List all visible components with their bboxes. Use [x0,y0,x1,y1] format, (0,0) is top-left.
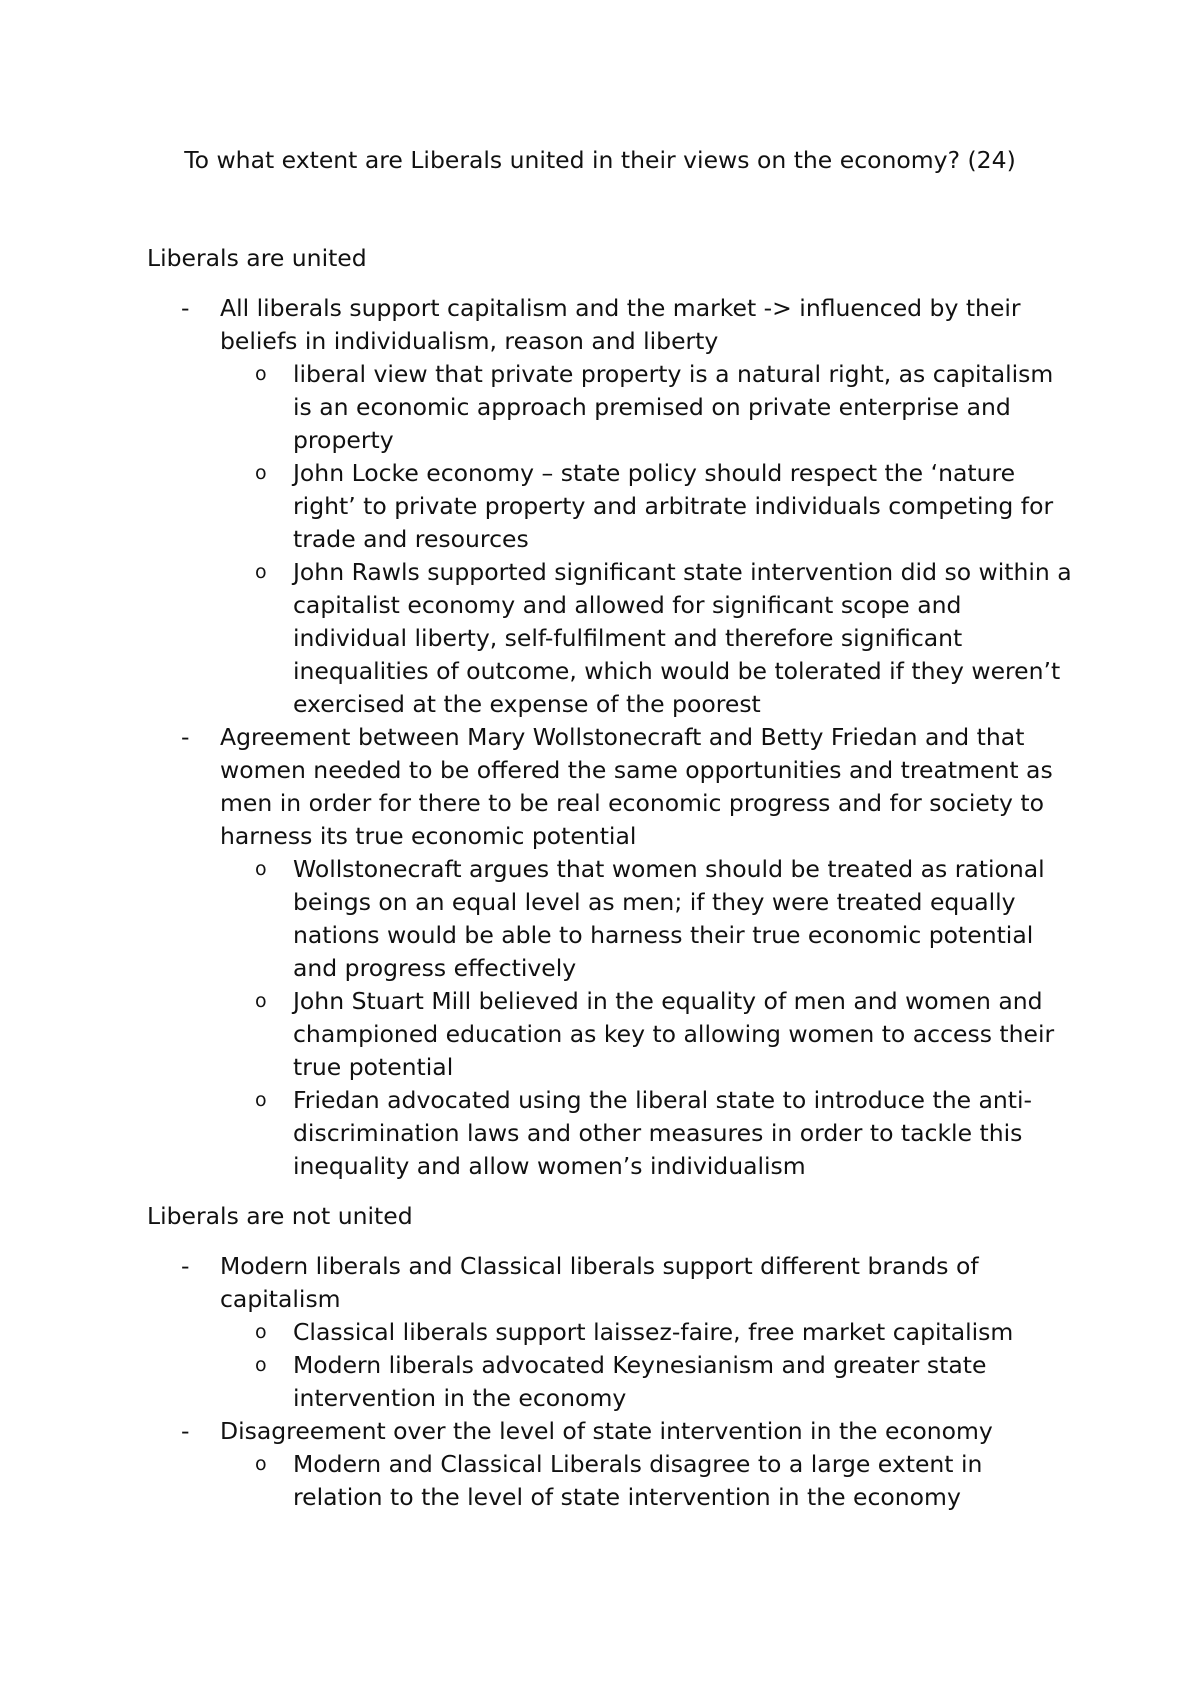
subpoint-list [220,1316,1077,1415]
sub-list-item [147,358,1077,457]
sub-list-item [147,853,1077,985]
dash-bullet: - [181,294,190,322]
point-text: Disagreement over the level of state intervention in the economy [220,1417,993,1445]
sub-list-item [147,1448,1077,1514]
point-list [147,1250,1077,1514]
subpoint-text: Classical liberals support laissez-faire, free market capitalism [293,1318,1014,1346]
circle-bullet: o [255,462,267,484]
sub-list-item [147,1084,1077,1183]
subpoint-text: John Locke economy – state policy should respect the ‘nature right’ to private property and arbitrate individuals competing for trade and resources [293,459,1054,553]
circle-bullet: o [255,858,267,880]
subpoint-text: John Stuart Mill believed in the equality of men and women and championed education as key to allowing women to access their true potential [293,987,1055,1081]
circle-bullet: o [255,363,267,385]
circle-bullet: o [255,1321,267,1343]
essay-title: To what extent are Liberals united in their views on the economy? (24) [184,146,1016,174]
subpoint-list [220,358,1077,721]
subpoint-text: Wollstonecraft argues that women should be treated as rational beings on an equal level as men; if they were treated equally nations would be able to harness their true economic potential and progress effectively [293,855,1045,982]
circle-bullet: o [255,1354,267,1376]
dash-bullet: - [181,1252,190,1280]
sub-list-item [147,1349,1077,1415]
point-text: Modern liberals and Classical liberals support different brands of capitalism [220,1252,979,1313]
sub-list-item [147,556,1077,721]
section-not-united [147,1200,1077,1514]
circle-bullet: o [255,1089,267,1111]
dash-bullet: - [181,1417,190,1445]
subpoint-text: Modern liberals advocated Keynesianism and greater state intervention in the economy [293,1351,987,1412]
circle-bullet: o [255,990,267,1012]
subpoint-text: Modern and Classical Liberals disagree to a large extent in relation to the level of state intervention in the economy [293,1450,983,1511]
subpoint-list [220,1448,1077,1514]
point-text: Agreement between Mary Wollstonecraft and Betty Friedan and that women needed to be offered the same opportunities and treatment as men in order for there to be real economic progress and for society to harness its true economic potential [220,723,1053,850]
subpoint-text: liberal view that private property is a natural right, as capitalism is an economic approach premised on private enterprise and property [293,360,1054,454]
subpoint-list [220,853,1077,1183]
list-item [147,292,1077,721]
circle-bullet: o [255,1453,267,1475]
dash-bullet: - [181,723,190,751]
list-item [147,1250,1077,1415]
sub-list-item [147,1316,1077,1349]
section-heading: Liberals are not united [147,1202,413,1230]
circle-bullet: o [255,561,267,583]
sub-list-item [147,985,1077,1084]
section-united [147,242,1077,1183]
subpoint-text: Friedan advocated using the liberal state to introduce the anti-discrimination laws and other measures in order to tackle this inequality and allow women’s individualism [293,1086,1033,1180]
sub-list-item [147,457,1077,556]
subpoint-text: John Rawls supported significant state intervention did so within a capitalist economy and allowed for significant scope and individual liberty, self-fulfilment and therefore significant inequalities of outcome, which would be tolerated if they weren’t exercised at the expense of the poorest [293,558,1072,718]
list-item [147,1415,1077,1514]
point-text: All liberals support capitalism and the market -> influenced by their beliefs in individualism, reason and liberty [220,294,1021,355]
section-heading: Liberals are united [147,244,367,272]
list-item [147,721,1077,1183]
point-list [147,292,1077,1183]
